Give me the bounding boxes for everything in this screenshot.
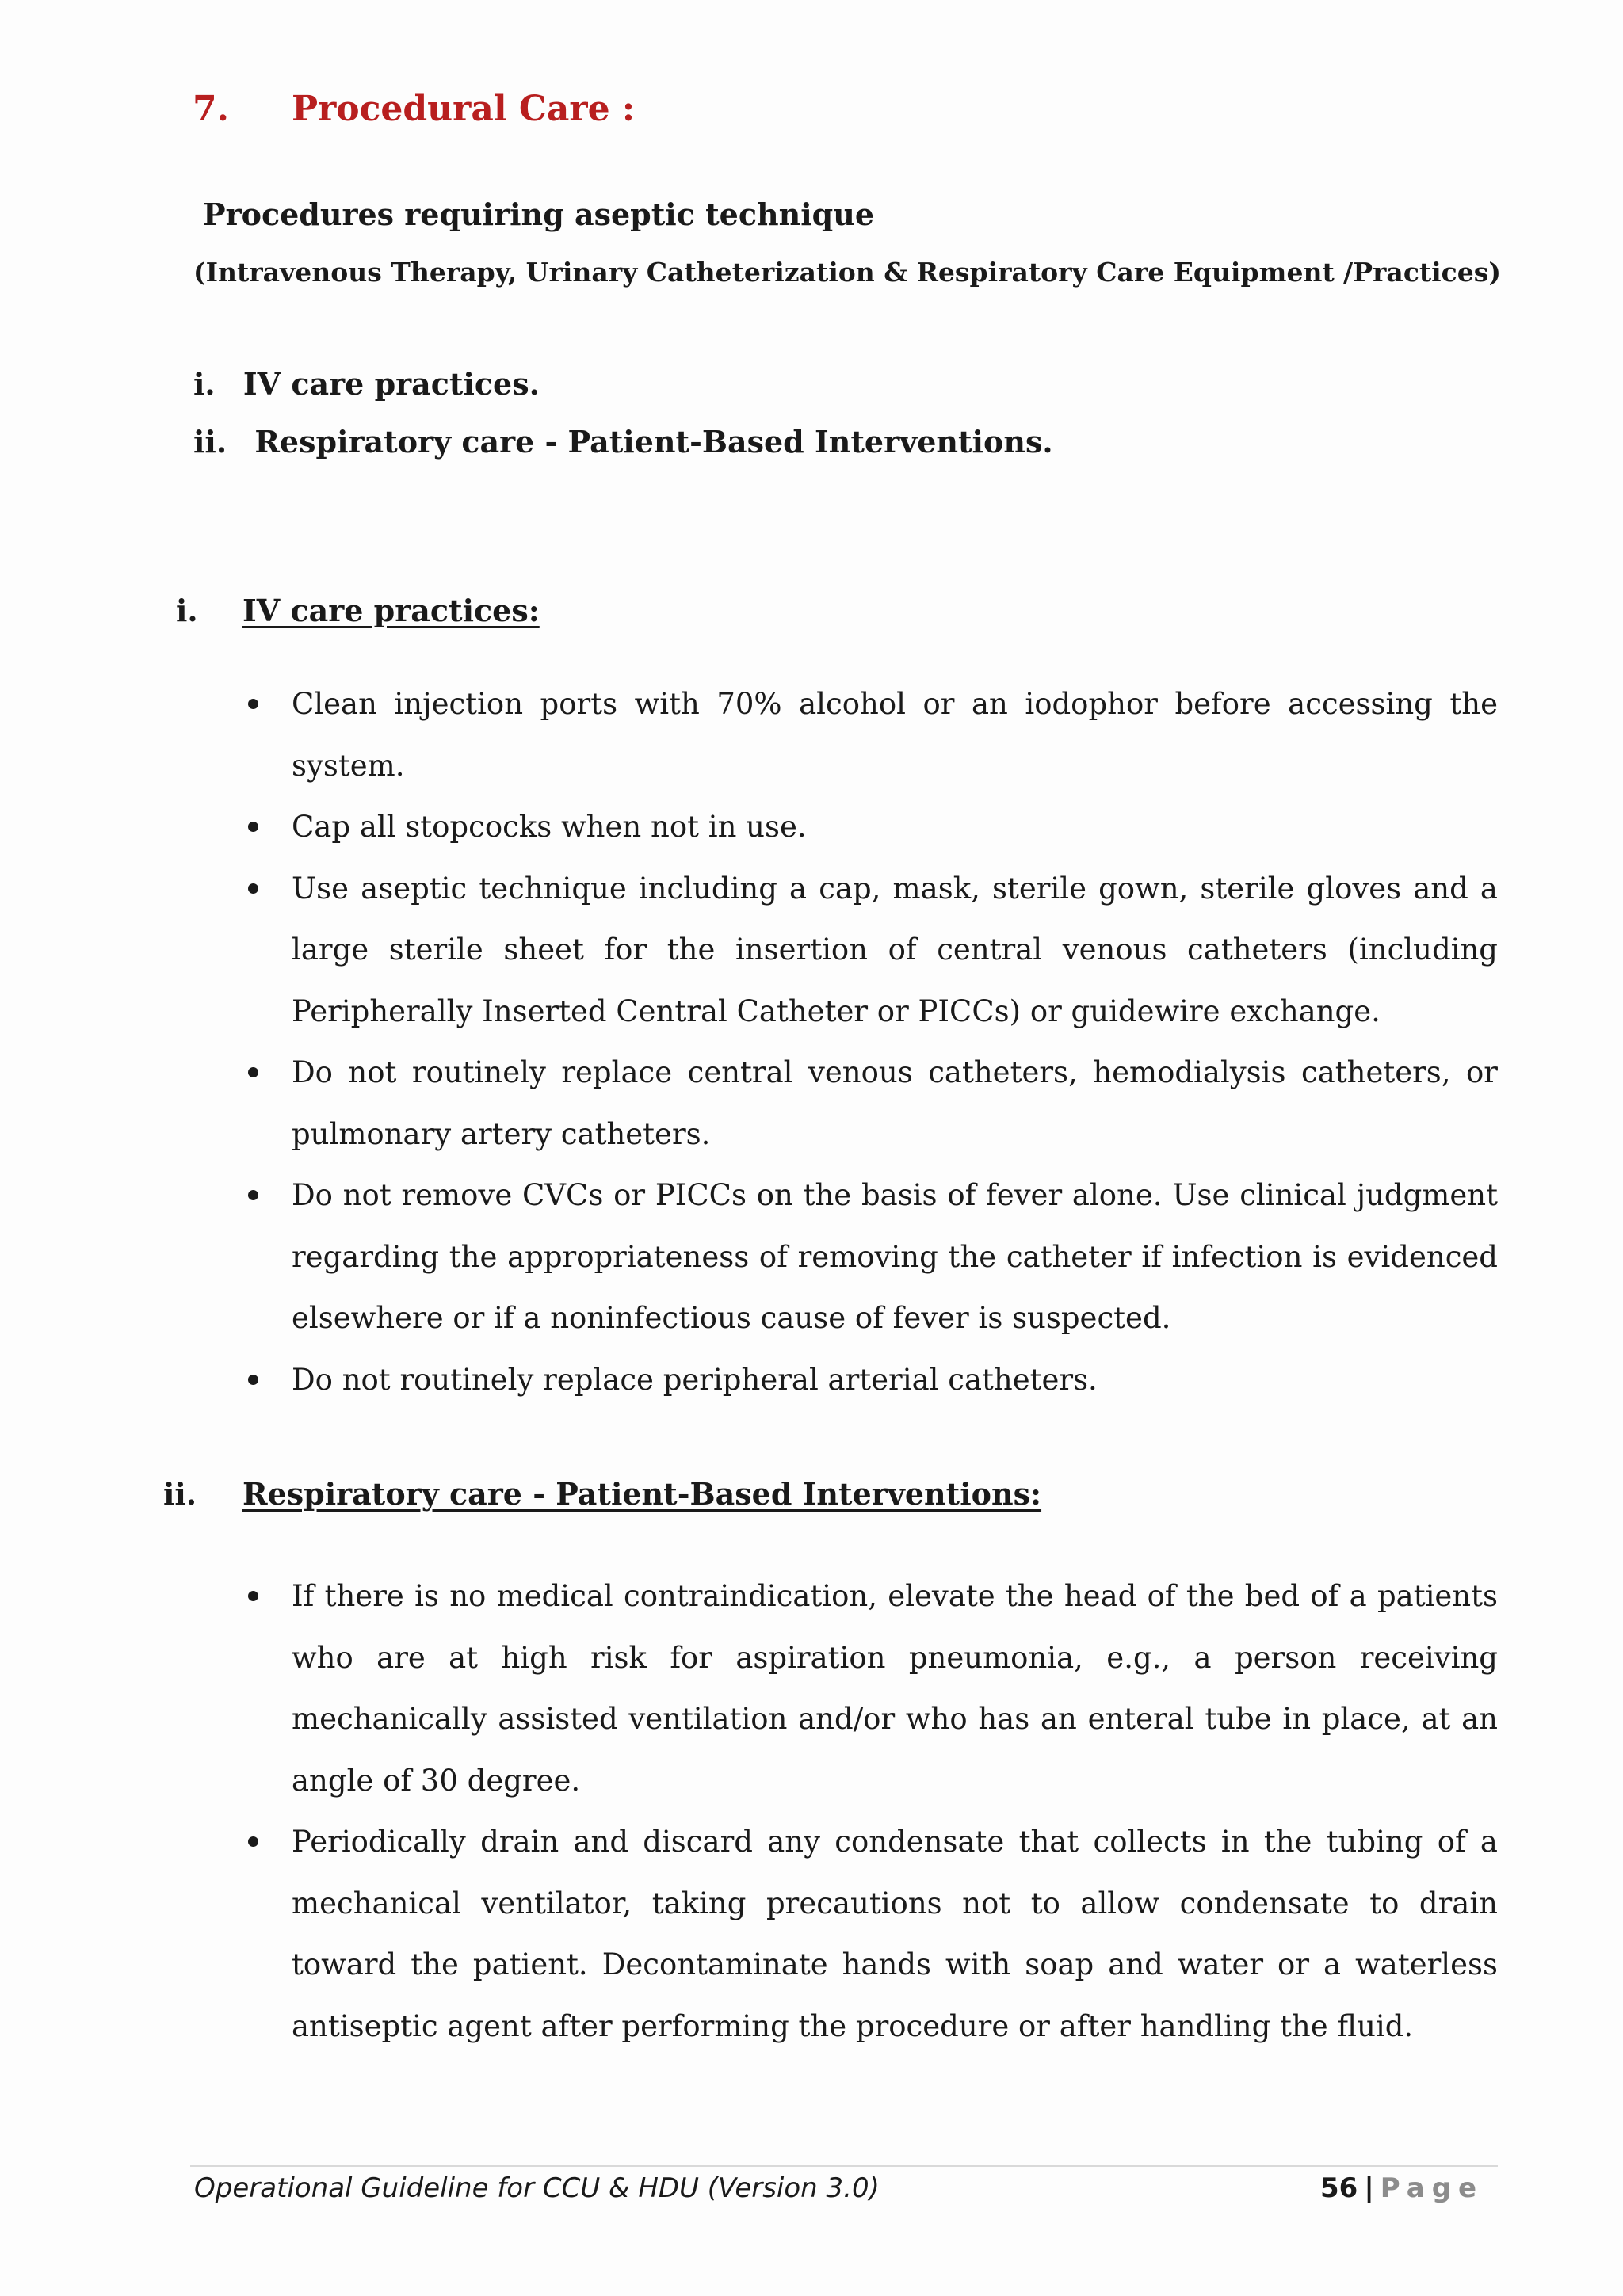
section-heading-title: IV care practices: [242,593,540,628]
toc-item-label: IV care practices. [242,366,540,402]
bullet-icon [248,1836,258,1847]
toc-item [193,366,540,402]
list-item: Cap all stopcocks when not in use. [238,796,1498,858]
toc-item [193,424,1053,460]
bullet-icon [248,1067,258,1077]
list-item: If there is no medical contraindication, elevate the head of the bed of a patients who are at high risk for aspiration pneumonia, e.g., a person receiving mechanically assisted ventilation and/or who has an enteral tube in place, at an angle of 30 degree. [238,1566,1498,1811]
bullet-icon [248,822,258,832]
section-number: 7. [193,89,229,129]
bullet-icon [248,1190,258,1200]
list-item: Periodically drain and discard any condensate that collects in the tubing of a mechanical ventilator, taking precautions not to allow condensate to drain toward the patient. Decontaminate hands with soap and water or a waterless antiseptic agent after performing the procedure or after handling the fluid. [238,1811,1498,2057]
list-item: Do not routinely replace central venous catheters, hemodialysis catheters, or pulmonary artery catheters. [238,1042,1498,1165]
section-heading-number: i. [176,593,198,628]
respiratory-care-bullet-list [238,1566,1498,2057]
intro-heading: Procedures requiring aseptic technique [203,196,875,232]
bullet-icon [248,883,258,894]
bullet-icon [248,1591,258,1601]
bullet-icon [248,699,258,709]
list-item: Use aseptic technique including a cap, mask, sterile gown, sterile gloves and a large sterile sheet for the insertion of central venous catheters (including Peripherally Inserted Central Catheter or PICCs) or guidewire exchange. [238,858,1498,1043]
intro-parenthetical: (Intravenous Therapy, Urinary Catheterization & Respiratory Care Equipment /Practices) [193,257,1501,288]
section-title: Procedural Care : [292,89,636,129]
list-item: Clean injection ports with 70% alcohol or an iodophor before accessing the system. [238,673,1498,796]
page-number: 56 [1320,2172,1358,2204]
toc-item-number: i. [193,366,216,402]
iv-care-bullet-list [238,673,1498,1410]
toc-item-number: ii. [193,424,227,460]
section-heading-title: Respiratory care - Patient-Based Interventions: [242,1476,1042,1512]
bullet-icon [248,1375,258,1385]
section-heading-number: ii. [163,1476,197,1512]
list-item: Do not remove CVCs or PICCs on the basis of fever alone. Use clinical judgment regarding the appropriateness of removing the catheter if infection is evidenced elsewhere or if a noninfectious cause of fever is suspected. [238,1165,1498,1349]
page-label: Page [1380,2172,1484,2204]
toc-item-label: Respiratory care - Patient-Based Interventions. [254,424,1053,460]
footer-divider [190,2165,1498,2167]
footer-page-indicator [1320,2172,1484,2204]
footer-separator: | [1364,2172,1374,2204]
list-item: Do not routinely replace peripheral arterial catheters. [238,1349,1498,1411]
footer-document-title: Operational Guideline for CCU & HDU (Version 3.0) [194,2172,880,2204]
